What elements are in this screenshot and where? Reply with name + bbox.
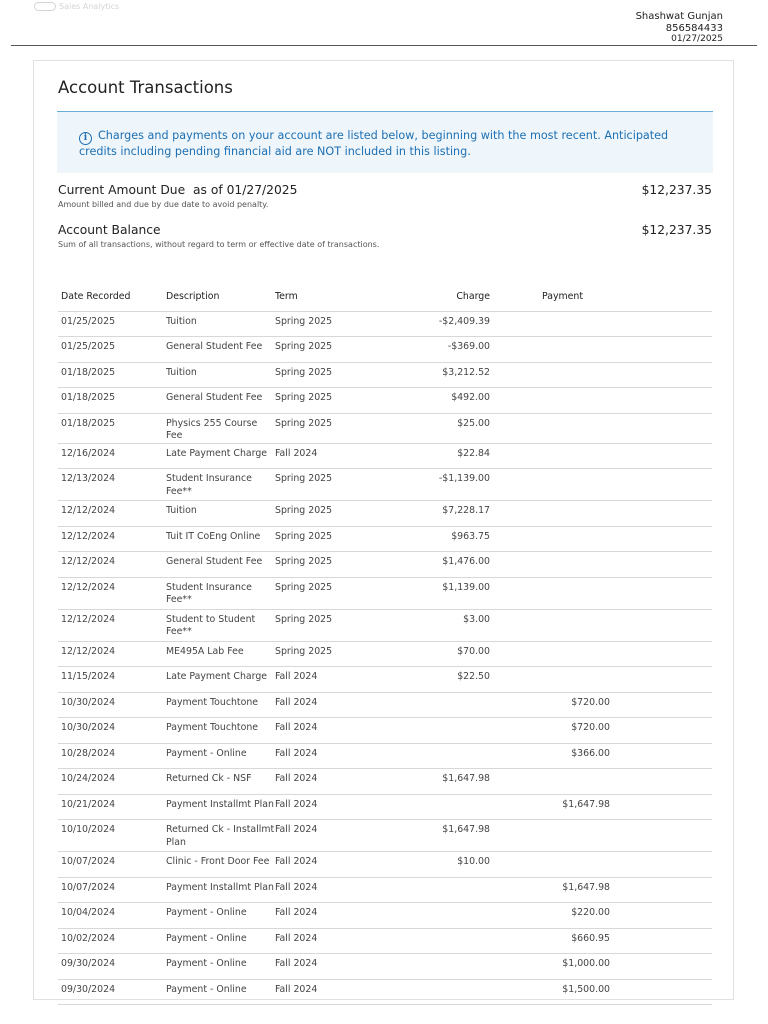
cell-spacer — [610, 443, 712, 469]
cell-spacer — [610, 413, 712, 443]
logo — [34, 2, 119, 11]
info-notice — [57, 111, 713, 173]
cell-date: 09/30/2024 — [58, 979, 166, 1005]
cell-date: 12/16/2024 — [58, 443, 166, 469]
table-row — [58, 469, 712, 501]
cell-term: Fall 2024 — [275, 443, 370, 469]
cell-payment: $1,000.00 — [490, 954, 610, 980]
cell-date: 01/18/2025 — [58, 362, 166, 388]
cell-description: Physics 255 Course Fee — [166, 413, 275, 443]
cell-term: Spring 2025 — [275, 641, 370, 667]
cell-spacer — [610, 743, 712, 769]
cell-spacer — [610, 388, 712, 414]
user-id: 856584433 — [665, 23, 723, 34]
cell-payment — [490, 501, 610, 527]
cell-term: Spring 2025 — [275, 311, 370, 337]
cell-payment: $366.00 — [490, 743, 610, 769]
cell-spacer — [610, 552, 712, 578]
cell-date: 01/25/2025 — [58, 337, 166, 363]
cell-description: Tuit IT CoEng Online — [166, 526, 275, 552]
user-name: Shashwat Gunjan — [635, 11, 723, 22]
cell-charge: $10.00 — [370, 852, 490, 878]
cell-date: 12/12/2024 — [58, 501, 166, 527]
cell-charge: $22.50 — [370, 667, 490, 693]
column-header-date: Date Recorded — [58, 283, 166, 311]
cell-payment — [490, 388, 610, 414]
cell-term: Fall 2024 — [275, 877, 370, 903]
cell-term: Fall 2024 — [275, 667, 370, 693]
cell-term: Spring 2025 — [275, 609, 370, 641]
cell-payment: $220.00 — [490, 903, 610, 929]
cell-payment — [490, 469, 610, 501]
cell-date: 10/10/2024 — [58, 820, 166, 852]
cell-date: 10/24/2024 — [58, 769, 166, 795]
balance-label: Account Balance — [58, 223, 161, 237]
cell-date: 10/30/2024 — [58, 692, 166, 718]
balance-description: Sum of all transactions, without regard to term or effective date of transactions. — [58, 240, 380, 249]
cell-date: 10/07/2024 — [58, 852, 166, 878]
cell-date: 01/25/2025 — [58, 311, 166, 337]
current-due-label: Current Amount Due as of 01/27/2025 — [58, 183, 298, 197]
table-row — [58, 852, 712, 878]
cell-date: 01/18/2025 — [58, 413, 166, 443]
cell-payment: $1,647.98 — [490, 877, 610, 903]
cell-description: Student to Student Fee** — [166, 609, 275, 641]
cell-description: General Student Fee — [166, 388, 275, 414]
cell-charge: $70.00 — [370, 641, 490, 667]
current-amount-due — [58, 183, 712, 209]
table-row — [58, 820, 712, 852]
cell-spacer — [610, 362, 712, 388]
cell-term: Fall 2024 — [275, 928, 370, 954]
cell-date: 12/12/2024 — [58, 577, 166, 609]
cell-description: Payment Touchtone — [166, 718, 275, 744]
table-row — [58, 903, 712, 929]
cell-payment — [490, 552, 610, 578]
table-row — [58, 413, 712, 443]
cell-date: 10/07/2024 — [58, 877, 166, 903]
info-icon: i — [79, 132, 92, 145]
cell-spacer — [610, 794, 712, 820]
cell-spacer — [610, 641, 712, 667]
table-row — [58, 718, 712, 744]
table-row — [58, 667, 712, 693]
cell-charge: $7,228.17 — [370, 501, 490, 527]
logo-mark-icon — [34, 2, 56, 11]
cell-charge — [370, 928, 490, 954]
cell-description: Payment Touchtone — [166, 692, 275, 718]
cell-description: Late Payment Charge — [166, 443, 275, 469]
cell-description: Tuition — [166, 311, 275, 337]
cell-term: Fall 2024 — [275, 743, 370, 769]
cell-charge: $1,476.00 — [370, 552, 490, 578]
cell-charge: -$1,139.00 — [370, 469, 490, 501]
table-row — [58, 692, 712, 718]
cell-charge: $1,139.00 — [370, 577, 490, 609]
cell-term: Fall 2024 — [275, 903, 370, 929]
cell-payment — [490, 609, 610, 641]
cell-description: Tuition — [166, 362, 275, 388]
cell-spacer — [610, 692, 712, 718]
cell-date: 12/12/2024 — [58, 526, 166, 552]
cell-spacer — [610, 903, 712, 929]
cell-date: 10/04/2024 — [58, 903, 166, 929]
cell-term: Spring 2025 — [275, 552, 370, 578]
cell-payment — [490, 577, 610, 609]
cell-charge — [370, 794, 490, 820]
cell-charge: $1,647.98 — [370, 769, 490, 795]
cell-term: Spring 2025 — [275, 469, 370, 501]
transactions-card — [33, 60, 734, 1000]
cell-description: ME495A Lab Fee — [166, 641, 275, 667]
cell-description: Returned Ck - NSF — [166, 769, 275, 795]
cell-description: Tuition — [166, 501, 275, 527]
cell-spacer — [610, 501, 712, 527]
cell-description: Payment - Online — [166, 743, 275, 769]
cell-description: Student Insurance Fee** — [166, 469, 275, 501]
cell-payment — [490, 443, 610, 469]
user-info — [636, 11, 723, 45]
cell-spacer — [610, 609, 712, 641]
cell-date: 12/12/2024 — [58, 552, 166, 578]
table-row — [58, 743, 712, 769]
cell-charge — [370, 692, 490, 718]
cell-description: Payment Installmt Plan — [166, 794, 275, 820]
column-header-charge: Charge — [370, 283, 490, 311]
cell-charge: $25.00 — [370, 413, 490, 443]
table-row — [58, 501, 712, 527]
cell-payment — [490, 413, 610, 443]
cell-payment — [490, 526, 610, 552]
table-row — [58, 769, 712, 795]
cell-term: Fall 2024 — [275, 794, 370, 820]
cell-term: Spring 2025 — [275, 362, 370, 388]
cell-charge — [370, 718, 490, 744]
cell-spacer — [610, 526, 712, 552]
cell-date: 10/28/2024 — [58, 743, 166, 769]
cell-description: Clinic - Front Door Fee — [166, 852, 275, 878]
cell-description: General Student Fee — [166, 337, 275, 363]
cell-date: 10/02/2024 — [58, 928, 166, 954]
cell-payment — [490, 852, 610, 878]
cell-payment: $720.00 — [490, 718, 610, 744]
transactions-table — [58, 283, 712, 1005]
cell-payment — [490, 641, 610, 667]
header-date: 01/27/2025 — [671, 34, 723, 44]
cell-spacer — [610, 577, 712, 609]
cell-description: Payment - Online — [166, 979, 275, 1005]
cell-term: Fall 2024 — [275, 852, 370, 878]
cell-charge: $3.00 — [370, 609, 490, 641]
notice-text: Charges and payments on your account are listed below, beginning with the most recent. Anticipated credits including pending financial aid are NOT included in this listing. — [79, 129, 669, 158]
table-row — [58, 641, 712, 667]
cell-spacer — [610, 979, 712, 1005]
cell-payment — [490, 311, 610, 337]
table-row — [58, 577, 712, 609]
logo-text: Sales Analytics — [59, 2, 120, 11]
cell-charge: -$369.00 — [370, 337, 490, 363]
cell-spacer — [610, 852, 712, 878]
table-row — [58, 337, 712, 363]
cell-description: Payment - Online — [166, 954, 275, 980]
cell-charge: $492.00 — [370, 388, 490, 414]
cell-term: Spring 2025 — [275, 577, 370, 609]
cell-charge — [370, 979, 490, 1005]
cell-date: 11/15/2024 — [58, 667, 166, 693]
table-row — [58, 954, 712, 980]
cell-charge: $963.75 — [370, 526, 490, 552]
cell-charge — [370, 954, 490, 980]
table-row — [58, 794, 712, 820]
cell-term: Spring 2025 — [275, 526, 370, 552]
cell-payment — [490, 667, 610, 693]
cell-term: Spring 2025 — [275, 388, 370, 414]
table-row — [58, 979, 712, 1005]
table-row — [58, 609, 712, 641]
table-row — [58, 388, 712, 414]
column-header-spacer — [610, 283, 712, 311]
cell-date: 10/21/2024 — [58, 794, 166, 820]
cell-payment: $660.95 — [490, 928, 610, 954]
cell-term: Spring 2025 — [275, 501, 370, 527]
table-header-row — [58, 283, 712, 311]
table-row — [58, 311, 712, 337]
cell-term: Spring 2025 — [275, 337, 370, 363]
cell-payment: $1,500.00 — [490, 979, 610, 1005]
header-divider — [11, 45, 757, 46]
cell-date: 01/18/2025 — [58, 388, 166, 414]
cell-spacer — [610, 469, 712, 501]
balance-amount: $12,237.35 — [641, 223, 712, 237]
table-row — [58, 877, 712, 903]
cell-spacer — [610, 769, 712, 795]
cell-term: Fall 2024 — [275, 954, 370, 980]
cell-term: Fall 2024 — [275, 820, 370, 852]
cell-date: 10/30/2024 — [58, 718, 166, 744]
page-title: Account Transactions — [58, 78, 233, 97]
cell-spacer — [610, 311, 712, 337]
cell-description: Student Insurance Fee** — [166, 577, 275, 609]
cell-payment — [490, 362, 610, 388]
cell-spacer — [610, 820, 712, 852]
cell-payment — [490, 337, 610, 363]
cell-charge — [370, 877, 490, 903]
cell-spacer — [610, 718, 712, 744]
cell-spacer — [610, 337, 712, 363]
cell-description: Payment - Online — [166, 903, 275, 929]
cell-payment — [490, 769, 610, 795]
cell-charge — [370, 903, 490, 929]
cell-charge: $1,647.98 — [370, 820, 490, 852]
cell-payment: $720.00 — [490, 692, 610, 718]
column-header-payment: Payment — [490, 283, 610, 311]
cell-date: 09/30/2024 — [58, 954, 166, 980]
cell-term: Fall 2024 — [275, 769, 370, 795]
table-row — [58, 362, 712, 388]
cell-charge — [370, 743, 490, 769]
cell-spacer — [610, 667, 712, 693]
cell-term: Fall 2024 — [275, 692, 370, 718]
cell-payment: $1,647.98 — [490, 794, 610, 820]
current-due-description: Amount billed and due by due date to avoid penalty. — [58, 200, 269, 209]
cell-description: Payment - Online — [166, 928, 275, 954]
cell-payment — [490, 820, 610, 852]
cell-date: 12/12/2024 — [58, 609, 166, 641]
cell-description: Payment Installmt Plan — [166, 877, 275, 903]
table-body — [58, 311, 712, 1005]
cell-description: Returned Ck - Installmt Plan — [166, 820, 275, 852]
cell-term: Fall 2024 — [275, 718, 370, 744]
column-header-term: Term — [275, 283, 370, 311]
cell-spacer — [610, 877, 712, 903]
cell-date: 12/12/2024 — [58, 641, 166, 667]
cell-term: Spring 2025 — [275, 413, 370, 443]
top-bar — [0, 0, 768, 47]
table-row — [58, 928, 712, 954]
cell-charge: $22.84 — [370, 443, 490, 469]
cell-description: General Student Fee — [166, 552, 275, 578]
account-balance — [58, 223, 712, 249]
cell-description: Late Payment Charge — [166, 667, 275, 693]
cell-term: Fall 2024 — [275, 979, 370, 1005]
cell-date: 12/13/2024 — [58, 469, 166, 501]
current-due-amount: $12,237.35 — [641, 183, 712, 197]
cell-charge: -$2,409.39 — [370, 311, 490, 337]
cell-spacer — [610, 928, 712, 954]
cell-charge: $3,212.52 — [370, 362, 490, 388]
table-row — [58, 552, 712, 578]
table-row — [58, 526, 712, 552]
column-header-description: Description — [166, 283, 275, 311]
cell-spacer — [610, 954, 712, 980]
table-row — [58, 443, 712, 469]
